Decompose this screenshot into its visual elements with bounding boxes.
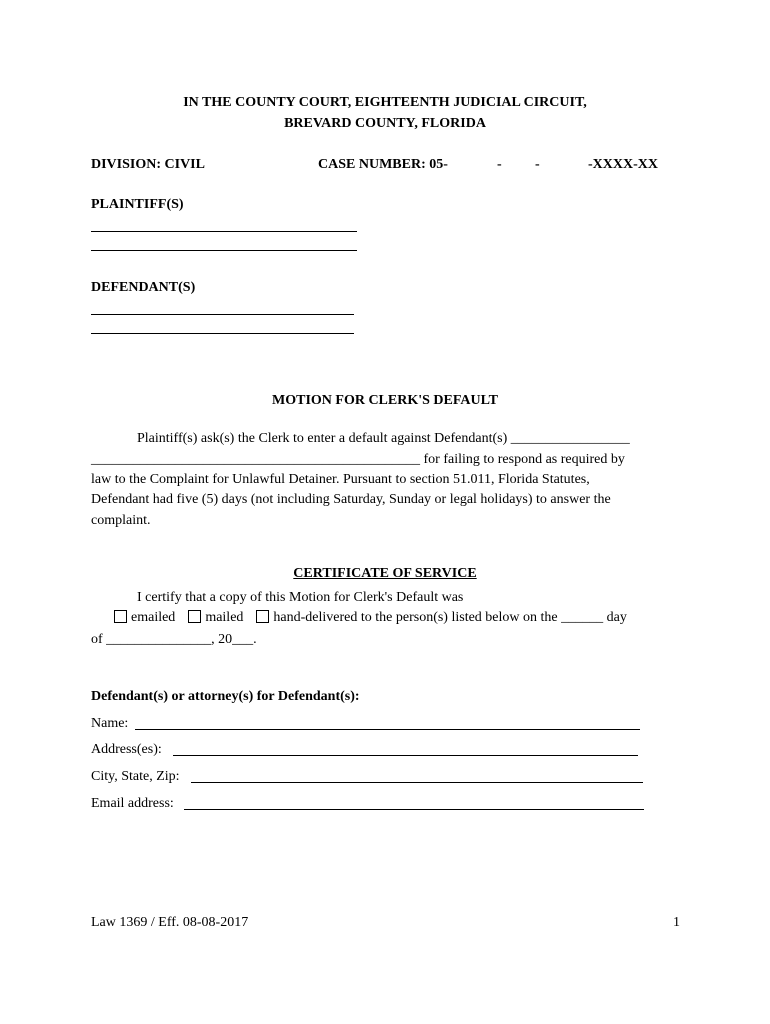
plaintiff-line-2[interactable] [91, 250, 357, 251]
plaintiff-line-1[interactable] [91, 231, 357, 232]
address-field[interactable] [173, 755, 638, 756]
case-number-suffix: -XXXX-XX [588, 157, 658, 172]
address-label: Address(es): [91, 742, 162, 757]
defendant-label: DEFENDANT(S) [91, 280, 196, 295]
email-field[interactable] [184, 809, 644, 810]
mailed-checkbox[interactable] [188, 610, 201, 623]
motion-line-3: law to the Complaint for Unlawful Detainer. Pursuant to section 51.011, Florida Statutes, [91, 472, 590, 487]
service-method-row [114, 609, 627, 628]
mailed-label: mailed [205, 610, 244, 625]
court-heading-line1: IN THE COUNTY COURT, EIGHTEENTH JUDICIAL CIRCUIT, [183, 95, 587, 110]
certificate-line-1: I certify that a copy of this Motion for Clerk's Default was [137, 590, 464, 605]
motion-line-1: Plaintiff(s) ask(s) the Clerk to enter a default against Defendant(s) _________________ [137, 431, 630, 446]
motion-line-5: complaint. [91, 513, 151, 528]
form-id: Law 1369 / Eff. 08-08-2017 [91, 915, 249, 930]
defendant-line-1[interactable] [91, 314, 354, 315]
emailed-checkbox[interactable] [114, 610, 127, 623]
case-number-dash-1: - [497, 157, 502, 172]
plaintiff-label: PLAINTIFF(S) [91, 197, 184, 212]
city-state-zip-label: City, State, Zip: [91, 769, 180, 784]
motion-line-4: Defendant had five (5) days (not including Saturday, Sunday or legal holidays) to answer the [91, 492, 611, 507]
name-field[interactable] [135, 729, 640, 730]
certificate-title: CERTIFICATE OF SERVICE [293, 566, 477, 581]
recipient-heading: Defendant(s) or attorney(s) for Defendant(s): [91, 689, 360, 704]
case-number-dash-2: - [535, 157, 540, 172]
defendant-line-2[interactable] [91, 333, 354, 334]
hand-delivered-checkbox[interactable] [256, 610, 269, 623]
city-state-zip-field[interactable] [191, 782, 643, 783]
motion-title: MOTION FOR CLERK'S DEFAULT [272, 393, 498, 408]
name-label: Name: [91, 716, 129, 731]
division-label: DIVISION: CIVIL [91, 157, 205, 172]
page-number: 1 [673, 915, 680, 930]
case-number-label: CASE NUMBER: 05- [318, 157, 448, 172]
motion-line-2: _______________________________________________ for failing to respond as required by [91, 452, 625, 467]
email-label: Email address: [91, 796, 174, 811]
hand-delivered-label: hand-delivered to the person(s) listed below on the ______ day [273, 610, 627, 625]
court-heading-line2: BREVARD COUNTY, FLORIDA [284, 116, 486, 131]
emailed-label: emailed [131, 610, 176, 625]
certificate-date-line: of _______________, 20___. [91, 632, 257, 647]
